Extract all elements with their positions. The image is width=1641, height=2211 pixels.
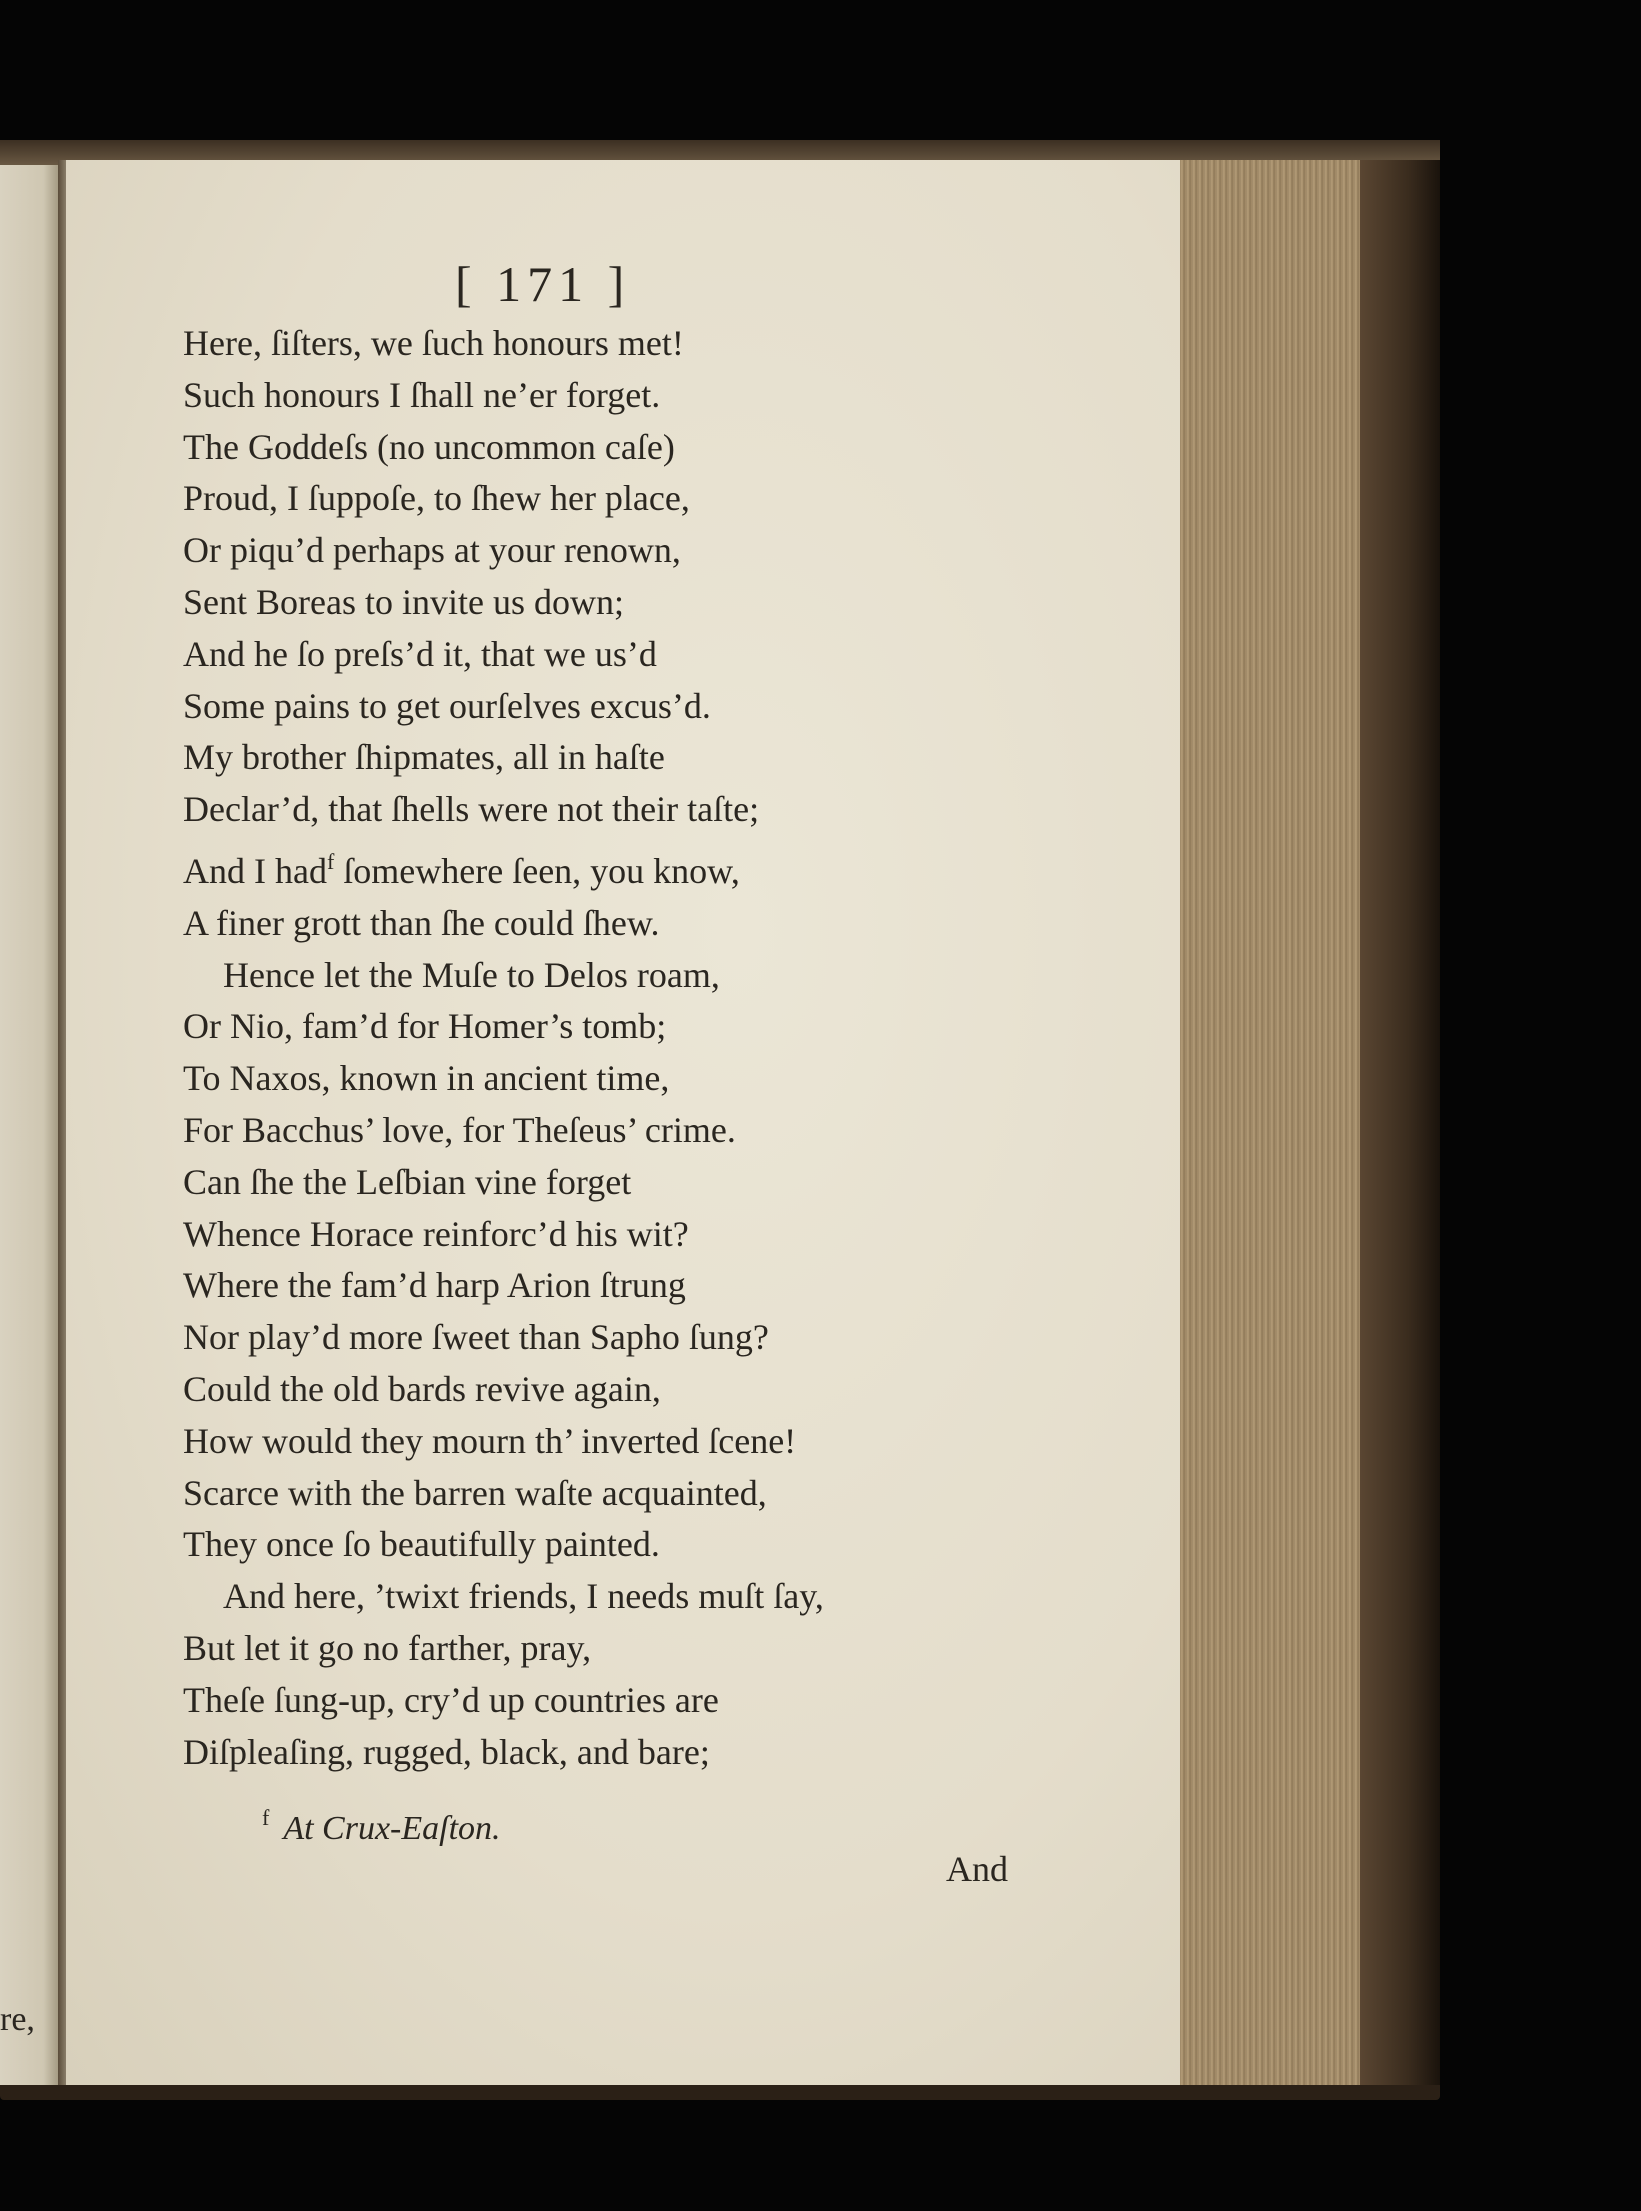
page-number-header: [ 171 ]	[455, 256, 631, 312]
footnote	[262, 1805, 501, 1848]
poem-line-text: Can ſhe the Leſbian vine forget	[183, 1161, 632, 1202]
poem-line-text: To Naxos, known in ancient time,	[183, 1058, 670, 1099]
poem-line-text: Or piqu’d perhaps at your renown,	[183, 530, 681, 571]
poem-line-text: Where the fam’d harp Arion ſtrung	[183, 1265, 686, 1306]
poem-line	[183, 732, 1083, 784]
poem-line-text: Sent Boreas to invite us down;	[183, 581, 624, 622]
poem-line	[183, 898, 1083, 950]
poem-line	[183, 681, 1083, 733]
poem-line-text: Diſpleaſing, rugged, black, and bare;	[183, 1731, 710, 1772]
poem-line-text: A finer grott than ſhe could ſhew.	[183, 902, 660, 943]
book-spine-edge	[1360, 160, 1440, 2085]
poem-line-text: And I had	[183, 850, 327, 891]
poem-line	[183, 1001, 1083, 1053]
poem-line	[183, 473, 1083, 525]
poem-line-text: Scarce with the barren waſte acquainted,	[183, 1472, 767, 1513]
catchword: And	[946, 1849, 1008, 1889]
poem-line	[183, 950, 1083, 1002]
poem-line-text: Proud, I ſuppoſe, to ſhew her place,	[183, 478, 690, 519]
poem-line	[183, 318, 1083, 370]
poem-line	[183, 422, 1083, 474]
poem-line-text: They once ſo beautifully painted.	[183, 1524, 660, 1565]
poem-line-text: Hence let the Muſe to Delos roam,	[223, 954, 720, 995]
poem-line	[183, 1364, 1083, 1416]
poem-line	[183, 1519, 1083, 1571]
poem-line	[183, 1105, 1083, 1157]
poem-line-text: Could the old bards revive again,	[183, 1368, 661, 1409]
footnote-reference: f	[326, 848, 335, 874]
poem-text	[183, 318, 1083, 1778]
poem-line	[183, 1468, 1083, 1520]
poem-line	[183, 1157, 1083, 1209]
poem-line	[183, 784, 1083, 836]
poem-line-text: Such honours I ſhall ne’er forget.	[183, 374, 661, 415]
poem-line	[183, 1623, 1083, 1675]
poem-line	[183, 836, 1083, 898]
poem-line	[183, 525, 1083, 577]
left-page-text-fragment: re,	[0, 2001, 35, 2038]
page-block-edges	[1180, 160, 1360, 2085]
poem-line	[183, 1312, 1083, 1364]
footnote-mark: f	[262, 1805, 270, 1830]
poem-line	[183, 1727, 1083, 1779]
poem-line-text: Some pains to get ourſelves excus’d.	[183, 685, 711, 726]
left-page-edge	[0, 165, 62, 2085]
poem-line	[183, 1675, 1083, 1727]
poem-line-text: Theſe ſung-up, cry’d up countries are	[183, 1679, 719, 1720]
poem-line	[183, 629, 1083, 681]
poem-line-text: Or Nio, fam’d for Homer’s tomb;	[183, 1006, 667, 1047]
poem-line	[183, 1416, 1083, 1468]
poem-line-text: But let it go no farther, pray,	[183, 1627, 592, 1668]
poem-line	[183, 1260, 1083, 1312]
poem-line-text: Whence Horace reinforc’d his wit?	[183, 1213, 689, 1254]
poem-line-text: For Bacchus’ love, for Theſeus’ crime.	[183, 1109, 736, 1150]
poem-line-text: My brother ſhipmates, all in haſte	[183, 737, 665, 778]
poem-line	[183, 1571, 1083, 1623]
poem-line-text: And here, ’twixt friends, I needs muſt ſay,	[223, 1576, 824, 1617]
poem-line	[183, 1053, 1083, 1105]
poem-line-text: Nor play’d more ſweet than Sapho ſung?	[183, 1317, 769, 1358]
poem-line-text: Here, ſiſters, we ſuch honours met!	[183, 323, 684, 363]
footnote-text: At Crux-Eaſton.	[283, 1810, 501, 1847]
poem-line-text: Declar’d, that ſhells were not their taſte;	[183, 789, 760, 830]
poem-line	[183, 370, 1083, 422]
poem-line	[183, 577, 1083, 629]
poem-line-text: The Goddeſs (no uncommon caſe)	[183, 426, 675, 467]
poem-line-text-continued: ſomewhere ſeen, you know,	[334, 850, 740, 891]
poem-line-text: And he ſo preſs’d it, that we us’d	[183, 633, 657, 674]
poem-line-text: How would they mourn th’ inverted ſcene!	[183, 1420, 797, 1461]
poem-line	[183, 1209, 1083, 1261]
